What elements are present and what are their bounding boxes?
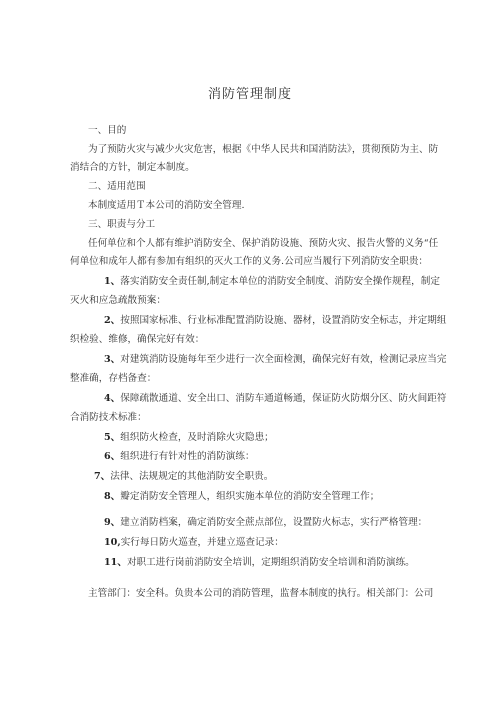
list-item: 1、落实消防安全责任制,制定本单位的消防安全制度、消防安全操作规程，制定 xyxy=(104,276,440,287)
paragraph-line: 任何单位和个人都有维护消防安全、保护消防设施、预防火灾、报告火警的义务“任 xyxy=(88,238,439,249)
list-item: 11、对职工进行岗前消防安全培训，定期组织消防安全培训和消防演练。 xyxy=(104,557,415,568)
list-item: 7、法律、法规规定的其他消防安全职贵。 xyxy=(94,471,274,482)
section-heading-scope: 二、适用范围 xyxy=(88,181,146,192)
page-title: 消防管理制度 xyxy=(207,87,292,102)
list-item: 5、组织防火检查，及时消除火灾隐患； xyxy=(104,432,274,443)
paragraph-line: 主管部门：安全科。负贵本公司的消防管理，监督本制度的执行。相关部门：公司 xyxy=(88,588,434,599)
paragraph-line: 何单位和成年人都有参加有组织的灭火工作的义务.公司应当履行下列消防安全职贵： xyxy=(70,256,429,267)
list-item: 9、建立消防档案，确定消防安全蔗点部位，设置防火标志，实行严格管理： xyxy=(104,517,428,528)
section-heading-duties: 三、职责与分工 xyxy=(88,219,156,230)
paragraph-line: 本制度适用Ｔ本公司的消防安全管理. xyxy=(88,200,245,211)
paragraph-line: 消结合的方针，制定本制度。 xyxy=(70,162,195,173)
list-item: 10,实行每日防火巡查，并建立巡查记录： xyxy=(104,537,284,548)
list-item: 2、按照国家标准、行业标准配置消防设施、器材，设置消防安全标志，并定期组 xyxy=(104,315,447,326)
list-item-continued: 合消防技术标准： xyxy=(70,412,147,423)
list-item: 6、组织进行有针对性的消防演练： xyxy=(104,451,255,462)
list-item: 3、对建筑消防设施每年至少进行一次全面检测，确保完好有效，检测记录应当完 xyxy=(104,354,447,365)
list-item-continued: 织检验、维修，确保完好有效： xyxy=(70,334,205,345)
list-item: 4、保障疏散通道、安全出口、消防车通道畅通，保证防火防烟分区、防火间距符 xyxy=(104,393,447,404)
section-heading-purpose: 一、目的 xyxy=(88,125,127,136)
list-item-continued: 整准确，存档备查： xyxy=(70,373,157,384)
list-item-continued: 灭火和应急疏散预案： xyxy=(70,295,166,306)
list-item: 8、瓣定消防安全管理人，组织实施本单位的消防安全管理工作； xyxy=(104,491,380,502)
paragraph-line: 为了预防火灾与减少火灾危害，根据《中华人民共和国消防法》，贯彻预防为主、防 xyxy=(88,144,439,155)
